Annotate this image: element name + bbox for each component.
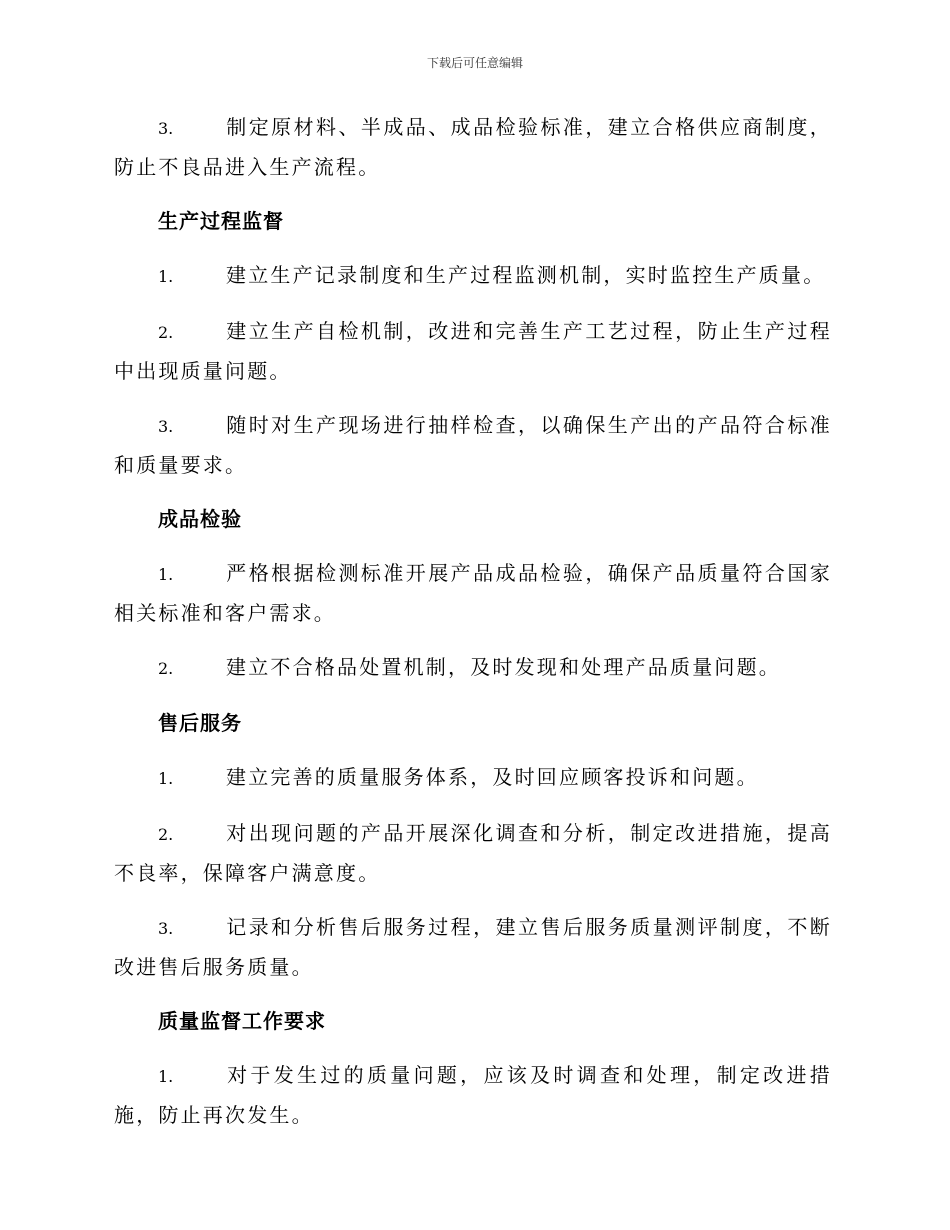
list-paragraph <box>114 312 832 390</box>
section-heading: 质量监督工作要求 <box>158 1009 326 1033</box>
paragraph-text: 建立不合格品处置机制，及时发现和处理产品质量问题。 <box>226 655 781 679</box>
list-paragraph <box>114 814 832 892</box>
list-number: 3. <box>158 919 174 938</box>
section-heading: 成品检验 <box>158 507 242 531</box>
list-number: 1. <box>158 565 174 584</box>
list-number: 2. <box>158 825 174 844</box>
header-watermark: 下载后可任意编辑 <box>426 56 523 70</box>
document-body <box>114 108 832 1150</box>
paragraph-text: 对出现问题的产品开展深化调查和分析，制定改进措施，提高不良率，保障客户满意度。 <box>114 821 832 885</box>
list-number: 1. <box>158 267 174 286</box>
paragraph-text: 建立生产自检机制，改进和完善生产工艺过程，防止生产过程中出现质量问题。 <box>114 319 832 383</box>
list-paragraph <box>114 108 832 186</box>
list-paragraph <box>114 1056 832 1134</box>
paragraph-text: 对于发生过的质量问题，应该及时调查和处理，制定改进措施，防止再次发生。 <box>114 1063 832 1127</box>
list-paragraph <box>114 648 832 688</box>
list-number: 3. <box>158 417 174 436</box>
paragraph-text: 严格根据检测标准开展产品成品检验，确保产品质量符合国家相关标准和客户需求。 <box>114 561 832 625</box>
paragraph-text: 记录和分析售后服务过程，建立售后服务质量测评制度，不断改进售后服务质量。 <box>114 915 832 979</box>
list-number: 3. <box>158 119 174 138</box>
list-paragraph <box>114 406 832 484</box>
paragraph-text: 随时对生产现场进行抽样检查，以确保生产出的产品符合标准和质量要求。 <box>114 413 832 477</box>
list-number: 2. <box>158 659 174 678</box>
section-heading: 售后服务 <box>158 711 242 735</box>
section-heading: 生产过程监督 <box>158 209 284 233</box>
list-number: 1. <box>158 1067 174 1086</box>
paragraph-text: 制定原材料、半成品、成品检验标准，建立合格供应商制度，防止不良品进入生产流程。 <box>114 115 832 179</box>
list-number: 1. <box>158 769 174 788</box>
list-number: 2. <box>158 323 174 342</box>
list-paragraph <box>114 908 832 986</box>
list-paragraph <box>114 554 832 632</box>
paragraph-text: 建立生产记录制度和生产过程监测机制，实时监控生产质量。 <box>226 263 826 287</box>
paragraph-text: 建立完善的质量服务体系，及时回应顾客投诉和问题。 <box>226 765 759 789</box>
list-paragraph <box>114 758 832 798</box>
list-paragraph <box>114 256 832 296</box>
